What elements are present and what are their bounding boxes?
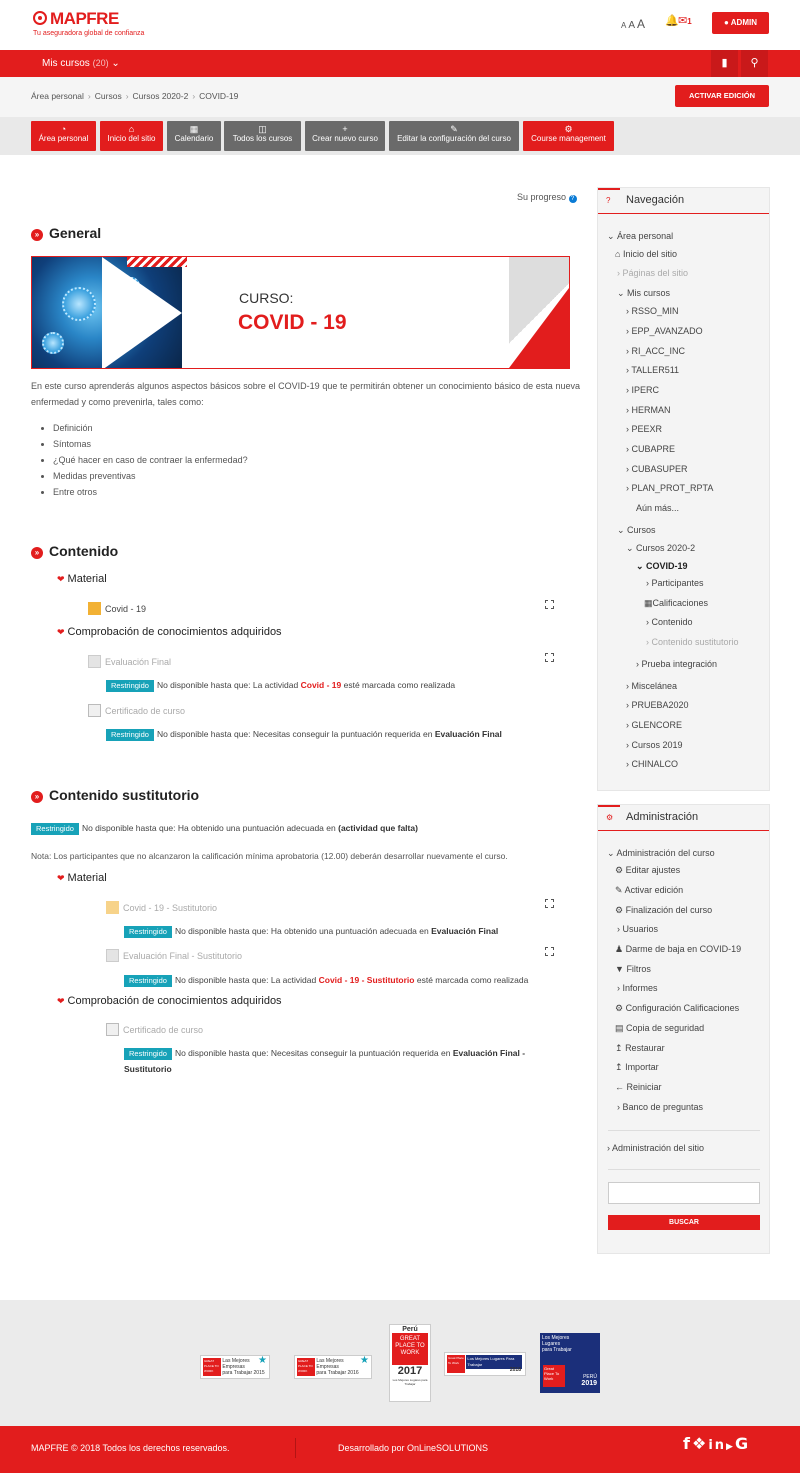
- nav-label: PLAN_PROT_RPTA: [631, 483, 714, 493]
- admin-label: Restaurar: [625, 1043, 665, 1053]
- gptw-logo: Great Place To Work: [543, 1365, 565, 1387]
- nav-label: Aún más...: [636, 503, 680, 513]
- comments-icon[interactable]: ✉1: [678, 15, 692, 27]
- heart-icon: ❤: [57, 873, 65, 883]
- award-country: Perú: [402, 1326, 418, 1333]
- quick-link-label: Course management: [531, 134, 606, 143]
- nav-item-participantes[interactable]: › Participantes: [646, 578, 704, 588]
- nav-item-course[interactable]: › Cursos 2019: [626, 740, 683, 750]
- admin-item[interactable]: [615, 885, 683, 896]
- divider: [608, 1130, 760, 1131]
- nav-item-mis-cursos[interactable]: ⌄ Mis cursos: [617, 288, 671, 298]
- subsection-material: [57, 872, 107, 884]
- quick-link-dashboard[interactable]: [31, 121, 96, 151]
- restricted-badge: Restringido: [124, 926, 172, 938]
- restriction-text: No disponible hasta que: Ha obtenido una puntuación adecuada en: [174, 926, 429, 936]
- nav-item-course[interactable]: › HERMAN: [626, 405, 671, 415]
- list-item: • Entre otros: [53, 484, 248, 500]
- section-note: Nota: Los participantes que no alcanzaron la calificación mínima aprobatoria (12.00) deberán desarrollar nuevamente el curso.: [31, 851, 508, 861]
- restriction-target: Evaluación Final: [431, 926, 499, 936]
- activity-evaluacion-final[interactable]: [88, 655, 171, 668]
- administration-block: [597, 804, 770, 1254]
- nav-item-covid-19[interactable]: ⌄ COVID-19: [636, 561, 688, 571]
- nav-label: RSSO_MIN: [631, 306, 679, 316]
- admin-user-menu[interactable]: [712, 12, 769, 34]
- award-line: para Trabajar 2016: [316, 1370, 359, 1376]
- section-title-text: Contenido sustitutorio: [49, 787, 200, 803]
- admin-label: Configuración Calificaciones: [625, 1003, 740, 1013]
- quick-link-site-home[interactable]: [100, 121, 163, 151]
- admin-label: Administración del sitio: [612, 1143, 705, 1153]
- block-title: Navegación: [626, 194, 685, 206]
- font-size-small[interactable]: A: [621, 21, 627, 30]
- nav-item-contenido-sustitutorio[interactable]: › Contenido sustitutorio: [646, 637, 739, 647]
- restriction-text: No disponible hasta que: Necesitas conseguir la puntuación requerida en: [156, 729, 433, 739]
- edit-icon: ✎: [450, 124, 458, 134]
- breadcrumb: [31, 91, 238, 101]
- section-title-contenido[interactable]: [31, 543, 118, 559]
- google-icon[interactable]: G: [734, 1434, 751, 1453]
- twitter-icon[interactable]: ❖: [691, 1434, 709, 1453]
- admin-item[interactable]: [615, 1003, 739, 1014]
- nav-item-course[interactable]: › CHINALCO: [626, 759, 679, 769]
- restriction-text: esté marcada como realizada: [343, 680, 456, 690]
- nav-item-course[interactable]: › IPERC: [626, 385, 660, 395]
- nav-item-inicio[interactable]: [615, 249, 677, 259]
- arrow-left-icon: ←: [615, 1082, 624, 1092]
- messages-count: 1: [687, 17, 692, 26]
- nav-label: Prueba integración: [641, 659, 718, 669]
- question-icon: ?: [606, 196, 611, 205]
- my-courses-count: (20): [92, 58, 109, 68]
- package-icon: [88, 602, 101, 615]
- banner-decoration: [509, 288, 569, 368]
- nav-label: Miscelánea: [631, 681, 678, 691]
- award-line: Las Mejores: [222, 1358, 250, 1364]
- subsection-comprobacion: [57, 626, 282, 638]
- admin-search-input[interactable]: [608, 1182, 760, 1204]
- activity-eval-sustitutorio[interactable]: [106, 949, 242, 962]
- subsection-label: Comprobación de conocimientos adquiridos: [67, 626, 282, 638]
- navigation-block-header[interactable]: [598, 188, 769, 214]
- chevron-right-icon: ›: [125, 91, 129, 101]
- nav-label: IPERC: [631, 385, 660, 395]
- quiz-icon: [88, 655, 101, 668]
- restriction-link[interactable]: Covid - 19 - Sustitutorio: [318, 975, 415, 985]
- developer-credit: Desarrollado por OnLineSOLUTIONS: [338, 1443, 489, 1453]
- progress-label: Su progreso: [517, 192, 567, 202]
- chevron-down-icon: ⌄: [111, 58, 120, 69]
- upload-icon: ↥: [615, 1043, 623, 1053]
- completion-checkbox[interactable]: [545, 899, 554, 908]
- nav-label: CHINALCO: [631, 759, 679, 769]
- list-item: • ¿Qué hacer en caso de contraer la enfermedad?: [53, 452, 248, 468]
- heart-icon: ❤: [57, 996, 65, 1006]
- heart-icon: ❤: [57, 574, 65, 584]
- facebook-icon[interactable]: f: [683, 1434, 692, 1453]
- section-title-general[interactable]: [31, 225, 101, 241]
- admin-item[interactable]: [615, 1082, 662, 1092]
- nav-item-course[interactable]: › Miscelánea: [626, 681, 678, 691]
- chevron-right-icon: ›: [192, 91, 196, 101]
- activity-covid-sustitutorio[interactable]: [106, 901, 217, 914]
- admin-item[interactable]: [615, 1023, 704, 1034]
- nav-item-course[interactable]: › PRUEBA2020: [626, 700, 689, 710]
- award-line: Empresas: [222, 1364, 245, 1370]
- nav-label: Cursos 2020-2: [636, 543, 696, 553]
- main-navbar: [0, 50, 800, 77]
- nav-label: Calificaciones: [652, 598, 709, 608]
- subsection-comprobacion: [57, 995, 282, 1007]
- admin-label: Informes: [622, 983, 658, 993]
- breadcrumb-item[interactable]: COVID-19: [199, 91, 239, 101]
- quick-link-new-course[interactable]: [305, 121, 385, 151]
- award-year: 2018: [509, 1367, 521, 1373]
- home-icon: ⌂: [128, 124, 135, 134]
- font-size-large[interactable]: A: [637, 17, 646, 31]
- activity-label: Certificado de curso: [123, 1025, 204, 1035]
- cogs-icon: ⚙: [564, 124, 573, 134]
- award-badge-2017: [389, 1324, 431, 1402]
- virus-particle: [42, 332, 64, 354]
- quick-link-course-settings[interactable]: [389, 121, 519, 151]
- banner-title: COVID - 19: [238, 311, 347, 334]
- navigation-block: [597, 187, 770, 791]
- nav-item-paginas[interactable]: › Páginas del sitio: [617, 268, 689, 278]
- quick-link-label: Todos los cursos: [232, 134, 293, 143]
- admin-item[interactable]: [615, 944, 741, 955]
- nav-item-course[interactable]: › TALLER511: [626, 365, 680, 375]
- restriction-text: esté marcada como realizada: [416, 975, 529, 985]
- quick-link-label: Crear nuevo curso: [312, 134, 378, 143]
- search-icon[interactable]: ⚲: [741, 50, 768, 77]
- banner-stripes: [127, 257, 187, 267]
- import-icon: ↥: [615, 1062, 623, 1072]
- activity-label: Covid - 19: [105, 604, 147, 614]
- nav-item-calificaciones[interactable]: [644, 598, 708, 609]
- plus-icon: +: [342, 124, 348, 134]
- award-text: [316, 1358, 358, 1376]
- restricted-badge: Restringido: [124, 975, 172, 987]
- nav-label: PRUEBA2020: [631, 700, 689, 710]
- quiz-icon: [106, 949, 119, 962]
- award-line: Las Mejores: [316, 1358, 344, 1364]
- completion-checkbox[interactable]: [545, 653, 554, 662]
- subsection-material: [57, 573, 107, 585]
- admin-search-button[interactable]: BUSCAR: [608, 1215, 760, 1230]
- admin-item[interactable]: › Informes: [617, 983, 658, 993]
- site-footer: [0, 1426, 800, 1473]
- nav-item-course[interactable]: › PLAN_PROT_RPTA: [626, 483, 714, 493]
- my-courses-dropdown[interactable]: [42, 58, 120, 69]
- section-title-text: Contenido: [49, 543, 119, 559]
- divider: [295, 1438, 296, 1458]
- admin-label: Editar ajustes: [625, 865, 681, 875]
- completion-checkbox[interactable]: [545, 600, 554, 609]
- nav-item-course[interactable]: › CUBASUPER: [626, 464, 688, 474]
- award-badge-2015: [200, 1355, 270, 1379]
- chevron-right-icon: ›: [87, 91, 91, 101]
- nav-item-course[interactable]: › GLENCORE: [626, 720, 683, 730]
- breadcrumb-bar: [0, 77, 800, 117]
- site-tagline: Tu aseguradora global de confianza: [33, 30, 145, 37]
- admin-item-site-admin[interactable]: › Administración del sitio: [607, 1143, 705, 1153]
- quick-link-label: Área personal: [38, 134, 89, 143]
- nav-item-course[interactable]: › RSSO_MIN: [626, 306, 679, 316]
- bell-icon[interactable]: 🔔: [665, 15, 679, 27]
- social-links: [683, 1434, 750, 1453]
- breadcrumb-item[interactable]: Cursos: [94, 91, 122, 101]
- quick-link-label: Calendario: [174, 134, 214, 143]
- gear-icon: ⚙: [615, 1003, 624, 1013]
- course-intro: En este curso aprenderás algunos aspectos básicos sobre el COVID-19 que te permitirán obtener un conocimiento básico de esta nueva enfermedad y como prevenirla, tales como:: [31, 381, 580, 407]
- filter-icon: ▼: [615, 964, 624, 974]
- nav-label: EPP_AVANZADO: [631, 326, 703, 336]
- completion-checkbox[interactable]: [545, 947, 554, 956]
- certificate-icon: [88, 704, 101, 717]
- administration-block-header[interactable]: [598, 805, 769, 831]
- calendar-icon: ▦: [189, 124, 199, 134]
- list-item: • Síntomas: [53, 436, 248, 452]
- restriction-target: (actividad que falta): [338, 823, 418, 833]
- activity-covid-19[interactable]: [88, 602, 146, 615]
- quick-link-all-courses[interactable]: [224, 121, 301, 151]
- nav-item-course[interactable]: › EPP_AVANZADO: [626, 326, 703, 336]
- restriction-link[interactable]: Covid - 19: [300, 680, 342, 690]
- activity-label: Evaluación Final: [105, 657, 172, 667]
- nav-label: CUBAPRE: [631, 444, 676, 454]
- file-icon: ▤: [615, 1023, 624, 1033]
- star-icon: ★: [258, 1355, 267, 1366]
- help-icon[interactable]: ?: [569, 195, 577, 203]
- restriction-info: [106, 677, 455, 693]
- restricted-badge: Restringido: [31, 823, 79, 835]
- nav-label: Cursos: [627, 525, 656, 535]
- star-icon: ★: [360, 1355, 369, 1366]
- admin-label: Finalización del curso: [625, 905, 713, 915]
- award-year: 2019: [581, 1380, 597, 1387]
- quick-link-course-management[interactable]: [523, 121, 614, 151]
- restricted-badge: Restringido: [124, 1048, 172, 1060]
- admin-label: Reiniciar: [626, 1082, 662, 1092]
- list-item: • Medidas preventivas: [53, 468, 248, 484]
- quick-link-calendar[interactable]: [167, 121, 221, 151]
- admin-label: Usuarios: [622, 924, 659, 934]
- award-line: Los Mejores Lugares Para Trabajar: [466, 1355, 522, 1369]
- quick-link-label: Editar la configuración del curso: [397, 134, 511, 143]
- chevron-circle-icon: »: [31, 229, 43, 241]
- cogs-icon: ⚙: [606, 813, 614, 822]
- nav-label: Participantes: [651, 578, 704, 588]
- nav-item-contenido[interactable]: › Contenido: [646, 617, 693, 627]
- my-courses-label: Mis cursos: [42, 58, 90, 69]
- copyright-text: MAPFRE © 2018 Todos los derechos reservados.: [31, 1443, 230, 1453]
- nav-item-cursos-2020-2[interactable]: ⌄ Cursos 2020-2: [626, 543, 696, 553]
- pencil-icon: ✎: [615, 885, 623, 895]
- restriction-info: [106, 726, 502, 742]
- youtube-icon[interactable]: ▶: [726, 1442, 735, 1452]
- quick-link-label: Inicio del sitio: [107, 134, 156, 143]
- subsection-label: Material: [67, 573, 107, 585]
- award-line: Lugares: [542, 1341, 561, 1347]
- awards-bar: [0, 1300, 800, 1426]
- activity-label: Certificado de curso: [105, 706, 186, 716]
- admin-label: Importar: [625, 1062, 659, 1072]
- nav-label: COVID-19: [646, 561, 688, 571]
- mapfre-logo-icon[interactable]: [33, 11, 47, 25]
- award-country: PERÚ: [583, 1374, 597, 1380]
- award-line: Los Mejores: [542, 1335, 570, 1341]
- topic-list: [53, 420, 248, 500]
- restriction-text: No disponible hasta que: Ha obtenido una puntuación adecuada en: [81, 823, 336, 833]
- restriction-info: [124, 923, 498, 939]
- quick-links-bar: [0, 117, 800, 155]
- heart-icon: ❤: [57, 627, 65, 637]
- home-icon: ⌂: [615, 249, 621, 259]
- restriction-text: No disponible hasta que: La actividad: [156, 680, 299, 690]
- user-icon: ♟: [615, 944, 624, 954]
- admin-item[interactable]: [615, 1062, 659, 1073]
- nav-label: Páginas del sitio: [622, 268, 689, 278]
- restriction-target: Evaluación Final: [434, 729, 502, 739]
- nav-item-cursos[interactable]: ⌄ Cursos: [617, 525, 656, 535]
- admin-item-course-admin[interactable]: ⌄ Administración del curso: [607, 848, 715, 858]
- table-icon: ▦: [644, 598, 653, 608]
- breadcrumb-item[interactable]: Cursos 2020-2: [132, 91, 189, 101]
- nav-item-area-personal[interactable]: ⌄ Área personal: [607, 231, 674, 241]
- admin-item[interactable]: › Banco de preguntas: [617, 1102, 704, 1112]
- admin-item[interactable]: [615, 865, 680, 876]
- gptw-logo: Great Place To Work: [447, 1355, 465, 1373]
- admin-label: Administración del curso: [616, 848, 715, 858]
- activity-certificado[interactable]: [106, 1023, 203, 1036]
- course-banner: [31, 256, 570, 369]
- gear-icon: ⚙: [615, 865, 624, 875]
- award-year: 2017: [397, 1365, 423, 1377]
- nav-label: CUBASUPER: [631, 464, 688, 474]
- nav-label: Inicio del sitio: [622, 249, 677, 259]
- gptw-logo: GREAT PLACE TO WORK: [392, 1333, 428, 1365]
- restriction-target: Evaluación Final -: [452, 1048, 526, 1058]
- restricted-badge: Restringido: [106, 729, 154, 741]
- nav-label: HERMAN: [631, 405, 671, 415]
- award-badge-2016: [294, 1355, 372, 1379]
- gear-icon: ⚙: [615, 905, 624, 915]
- award-line: para Trabajar: [542, 1347, 572, 1353]
- font-size-medium[interactable]: A: [628, 20, 636, 31]
- book-icon: ◫: [258, 124, 267, 134]
- restriction-text: No disponible hasta que: La actividad: [174, 975, 317, 985]
- subsection-label: Comprobación de conocimientos adquiridos: [67, 995, 282, 1007]
- nav-label: PEEXR: [631, 424, 663, 434]
- activity-label: Evaluación Final - Sustitutorio: [123, 951, 243, 961]
- toggle-editing-button[interactable]: ACTIVAR EDICIÓN: [675, 85, 769, 107]
- nav-item-course[interactable]: › PEEXR: [626, 424, 663, 434]
- restriction-target: Sustitutorio: [124, 1064, 172, 1074]
- award-line: para Trabajar 2015: [222, 1370, 265, 1376]
- activity-label: Covid - 19 - Sustitutorio: [123, 903, 218, 913]
- subsection-label: Material: [67, 872, 107, 884]
- banner-decoration: [102, 257, 182, 369]
- certificate-icon: [106, 1023, 119, 1036]
- nav-label: GLENCORE: [631, 720, 683, 730]
- admin-label: Copia de seguridad: [626, 1023, 705, 1033]
- virus-particle: [62, 287, 96, 321]
- font-size-controls: [621, 17, 647, 31]
- nav-label: Contenido sustitutorio: [651, 637, 739, 647]
- site-header: [0, 0, 800, 50]
- nav-label: RI_ACC_INC: [631, 346, 686, 356]
- gptw-logo: GREAT PLACE TO WORK: [297, 1358, 315, 1376]
- banner-kicker: CURSO:: [239, 290, 294, 306]
- award-line: Empresas: [316, 1364, 339, 1370]
- linkedin-icon[interactable]: in: [708, 1438, 727, 1453]
- section-title-sustitutorio[interactable]: [31, 787, 199, 803]
- site-logo[interactable]: MAPFRE: [50, 9, 119, 28]
- package-icon: [106, 901, 119, 914]
- restricted-badge: Restringido: [106, 680, 154, 692]
- breadcrumb-item[interactable]: Área personal: [31, 91, 84, 101]
- dashboard-icon: ◔: [60, 124, 67, 134]
- admin-item[interactable]: [615, 905, 712, 916]
- chevron-circle-icon: »: [31, 547, 43, 559]
- nav-item-course[interactable]: › CUBAPRE: [626, 444, 676, 454]
- list-item: • Definición: [53, 420, 248, 436]
- chevron-circle-icon: »: [31, 791, 43, 803]
- divider: [608, 1169, 760, 1170]
- restriction-info: [124, 972, 528, 988]
- admin-label: ADMIN: [730, 18, 757, 27]
- award-badge-2018: [444, 1352, 526, 1376]
- nav-item-prueba[interactable]: › Prueba integración: [636, 659, 718, 669]
- admin-item[interactable]: [615, 964, 651, 974]
- nav-item-course[interactable]: › RI_ACC_INC: [626, 346, 686, 356]
- nav-label: Área personal: [617, 231, 674, 241]
- admin-label: Activar edición: [624, 885, 684, 895]
- gptw-logo: GREAT PLACE TO WORK: [203, 1358, 221, 1376]
- restriction-info: [124, 1045, 574, 1077]
- award-line: Los Mejores Lugares para Trabajar: [392, 1378, 428, 1386]
- admin-label: Banco de preguntas: [622, 1102, 704, 1112]
- restriction-info: [31, 820, 418, 836]
- activity-certificado[interactable]: [88, 704, 185, 717]
- nav-label: Mis cursos: [627, 288, 671, 298]
- restriction-text: No disponible hasta que: Necesitas conseguir la puntuación requerida en: [174, 1048, 451, 1058]
- bookmark-icon[interactable]: ▮: [711, 50, 738, 77]
- section-title-text: General: [49, 225, 102, 241]
- nav-label: Cursos 2019: [631, 740, 683, 750]
- admin-label: Darme de baja en COVID-19: [625, 944, 742, 954]
- admin-label: Filtros: [626, 964, 651, 974]
- award-badge-2019: [540, 1333, 600, 1393]
- nav-label: Contenido: [651, 617, 693, 627]
- user-icon: ●: [724, 18, 731, 27]
- course-progress: [517, 192, 577, 203]
- nav-item-more[interactable]: [636, 503, 679, 513]
- admin-item[interactable]: [615, 1043, 665, 1054]
- admin-item[interactable]: › Usuarios: [617, 924, 659, 934]
- nav-label: TALLER511: [631, 365, 680, 375]
- block-title: Administración: [626, 811, 699, 823]
